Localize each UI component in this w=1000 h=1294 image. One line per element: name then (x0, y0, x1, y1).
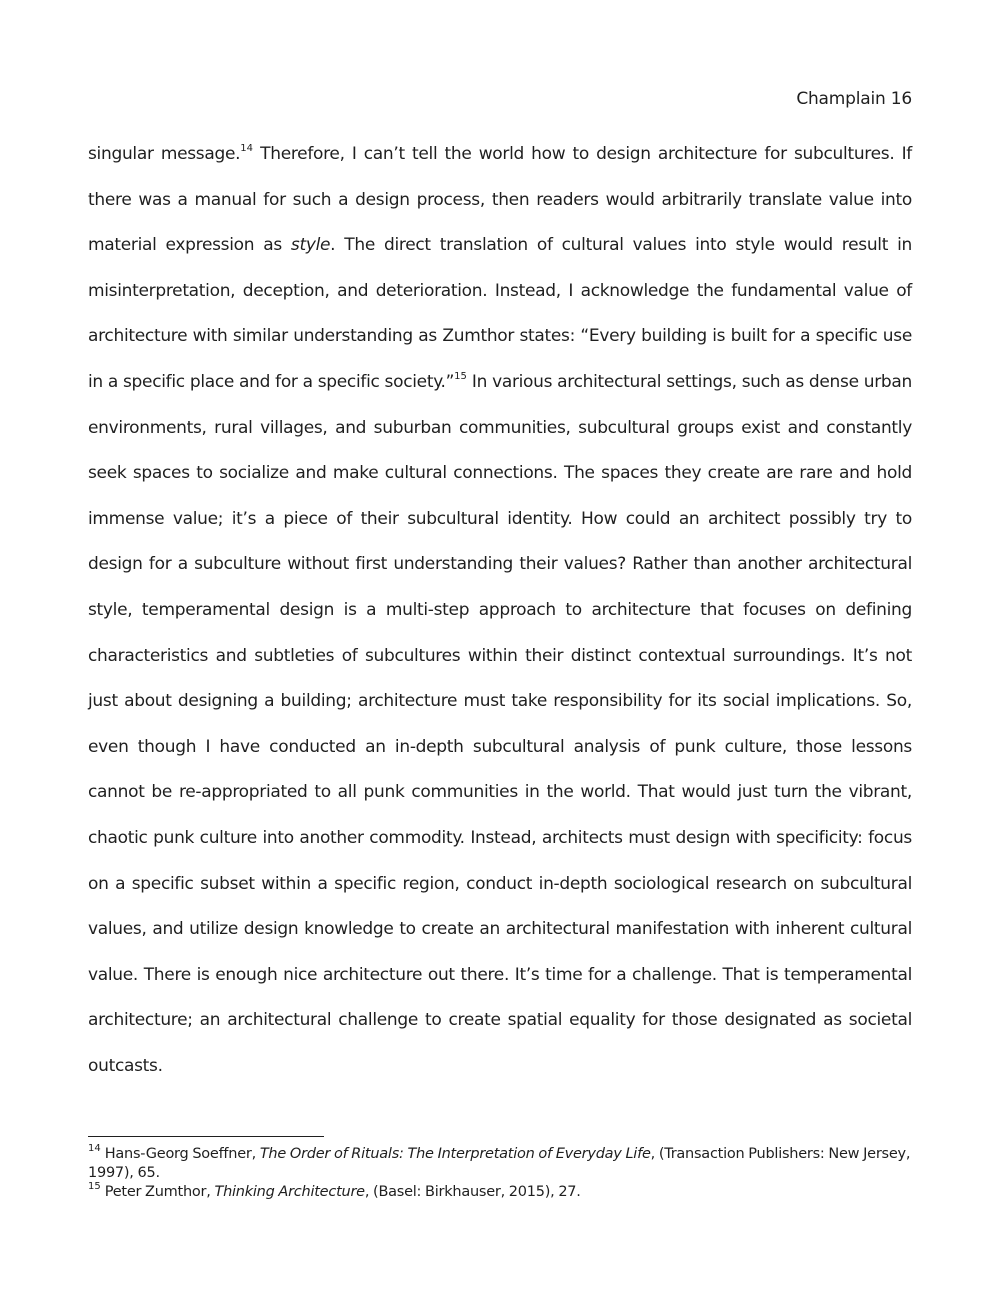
footnote-author: Peter Zumthor, (104, 1184, 215, 1200)
footnote-citation: , (Transaction Publishers: New Jersey, 1997), 65. (88, 1146, 911, 1181)
body-paragraph (88, 132, 912, 1089)
footnote-reference-14[interactable]: 14 (240, 143, 253, 155)
footnote-title: The Order of Rituals: The Interpretation of Everyday Life (259, 1146, 651, 1162)
footnote-title: Thinking Architecture (214, 1184, 365, 1200)
running-head: Champlain 16 (796, 89, 912, 109)
body-text-segment: . The direct translation of cultural values into style would result in misinterpretation, deception, and deterioration. Instead, I acknowledge the fundamental value of architecture with similar understanding as Zumthor states: “Every building is built for a specific use in a specific place and for a specific society.” (88, 235, 912, 392)
footnote-number: 14 (88, 1143, 101, 1155)
footnote-reference-15[interactable]: 15 (454, 371, 467, 383)
body-text-segment: singular message. (88, 144, 241, 164)
footnote-number: 15 (88, 1181, 101, 1193)
footnote-15 (88, 1183, 912, 1202)
footnote-author: Hans-Georg Soeffner, (104, 1146, 260, 1162)
emphasis-style: style (290, 235, 331, 256)
footnote-14 (88, 1145, 912, 1183)
footnotes (88, 1145, 912, 1202)
footnote-separator (88, 1136, 324, 1137)
footnote-citation: , (Basel: Birkhauser, 2015), 27. (364, 1184, 581, 1200)
body-text-segment: Therefore, I can’t tell the world how to design architecture for subcultures. If there was a manual for such a design process, then readers would arbitrarily translate value into material expression as (88, 144, 912, 256)
body-text-segment: In various architectural settings, such as dense urban environments, rural villages, and suburban communities, subcultural groups exist and constantly seek spaces to socialize and make cultural connections. The spaces they create are rare and hold immense value; it’s a piece of their subcultural identity. How could an architect possibly try to design for a subculture without first understanding their values? Rather than another architectural style, temperamental design is a multi-step approach to architecture that focuses on defining characteristics and subtleties of subcultures within their distinct contextual surroundings. It’s not just about designing a building; architecture must take responsibility for its social implications. So, even though I have conducted an in-depth subcultural analysis of punk culture, those lessons cannot be re-appropriated to all punk communities in the world. That would just turn the vibrant, chaotic punk culture into another commodity. Instead, architects must design with specificity: focus on a specific subset within a specific region, conduct in-depth sociological research on subcultural values, and utilize design knowledge to create an architectural manifestation with inherent cultural value. There is enough nice architecture out there. It’s time for a challenge. That is temperamental architecture; an architectural challenge to create spatial equality for those designated as societal outcasts. (88, 371, 912, 1076)
